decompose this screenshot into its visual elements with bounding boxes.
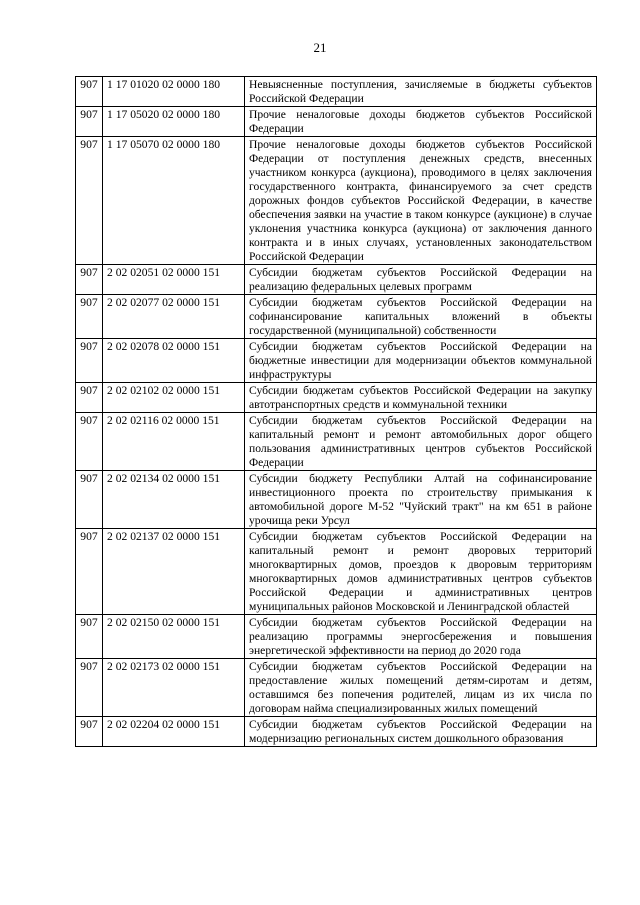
- table-row: [76, 383, 597, 413]
- description-cell: Субсидии бюджетам субъектов Российской Федерации на модернизацию региональных систем дошкольного образования: [245, 717, 597, 747]
- budget-code-cell: 2 02 02137 02 0000 151: [103, 529, 245, 615]
- description-cell: Прочие неналоговые доходы бюджетов субъектов Российской Федерации от поступления денежных средств, внесенных участником конкурса (аукциона), проводимого в целях заключения государственного контракта, финансируемого за счет средств дорожных фондов субъектов Российской Федерации, в качестве обеспечения заявки на участие в таком конкурсе (аукционе) в случае уклонения участника конкурса (аукциона) от заключения данного контракта и в иных случаях, установленных законодательством Российской Федерации: [245, 137, 597, 265]
- budget-code-cell: 2 02 02102 02 0000 151: [103, 383, 245, 413]
- table-row: [76, 413, 597, 471]
- budget-code-cell: 1 17 05070 02 0000 180: [103, 137, 245, 265]
- admin-code-cell: 907: [76, 77, 103, 107]
- budget-code-cell: 2 02 02204 02 0000 151: [103, 717, 245, 747]
- admin-code-cell: 907: [76, 137, 103, 265]
- description-cell: Субсидии бюджету Республики Алтай на софинансирование инвестиционного проекта по строительству примыкания к автомобильной дороге М-52 "Чуйский тракт" на км 651 в районе урочища реки Урсул: [245, 471, 597, 529]
- table-row: [76, 471, 597, 529]
- admin-code-cell: 907: [76, 295, 103, 339]
- admin-code-cell: 907: [76, 383, 103, 413]
- budget-code-cell: 2 02 02051 02 0000 151: [103, 265, 245, 295]
- table-row: [76, 265, 597, 295]
- table-row: [76, 77, 597, 107]
- admin-code-cell: 907: [76, 615, 103, 659]
- admin-code-cell: 907: [76, 265, 103, 295]
- budget-code-cell: 2 02 02078 02 0000 151: [103, 339, 245, 383]
- table-row: [76, 295, 597, 339]
- admin-code-cell: 907: [76, 107, 103, 137]
- budget-code-cell: 2 02 02173 02 0000 151: [103, 659, 245, 717]
- admin-code-cell: 907: [76, 529, 103, 615]
- description-cell: Невыясненные поступления, зачисляемые в бюджеты субъектов Российской Федерации: [245, 77, 597, 107]
- description-cell: Субсидии бюджетам субъектов Российской Федерации на капитальный ремонт и ремонт автомобильных дорог общего пользования административных центров субъектов Российской Федерации: [245, 413, 597, 471]
- budget-code-cell: 2 02 02150 02 0000 151: [103, 615, 245, 659]
- table-body: [76, 77, 597, 747]
- admin-code-cell: 907: [76, 659, 103, 717]
- budget-classification-table: [75, 76, 597, 747]
- description-cell: Субсидии бюджетам субъектов Российской Федерации на капитальный ремонт и ремонт дворовых территорий многоквартирных домов, проездов к дворовым территориям многоквартирных домов административных центров субъектов Российской Федерации и административных центров муниципальных районов Московской и Ленинградской областей: [245, 529, 597, 615]
- table-row: [76, 339, 597, 383]
- budget-code-cell: 2 02 02077 02 0000 151: [103, 295, 245, 339]
- description-cell: Прочие неналоговые доходы бюджетов субъектов Российской Федерации: [245, 107, 597, 137]
- admin-code-cell: 907: [76, 413, 103, 471]
- description-cell: Субсидии бюджетам субъектов Российской Федерации на реализацию федеральных целевых программ: [245, 265, 597, 295]
- admin-code-cell: 907: [76, 339, 103, 383]
- description-cell: Субсидии бюджетам субъектов Российской Федерации на предоставление жилых помещений детям-сиротам и детям, оставшимся без попечения родителей, лицам из их числа по договорам найма специализированных жилых помещений: [245, 659, 597, 717]
- budget-code-cell: 1 17 01020 02 0000 180: [103, 77, 245, 107]
- description-cell: Субсидии бюджетам субъектов Российской Федерации на бюджетные инвестиции для модернизации объектов коммунальной инфраструктуры: [245, 339, 597, 383]
- table-row: [76, 529, 597, 615]
- budget-code-cell: 2 02 02116 02 0000 151: [103, 413, 245, 471]
- description-cell: Субсидии бюджетам субъектов Российской Федерации на закупку автотранспортных средств и коммунальной техники: [245, 383, 597, 413]
- description-cell: Субсидии бюджетам субъектов Российской Федерации на софинансирование капитальных вложений в объекты государственной (муниципальной) собственности: [245, 295, 597, 339]
- budget-code-cell: 1 17 05020 02 0000 180: [103, 107, 245, 137]
- table-row: [76, 137, 597, 265]
- page-number: 21: [313, 40, 327, 55]
- table-row: [76, 615, 597, 659]
- admin-code-cell: 907: [76, 717, 103, 747]
- table-row: [76, 659, 597, 717]
- description-cell: Субсидии бюджетам субъектов Российской Федерации на реализацию программы энергосбережения и повышения энергетической эффективности на период до 2020 года: [245, 615, 597, 659]
- admin-code-cell: 907: [76, 471, 103, 529]
- table-row: [76, 717, 597, 747]
- budget-code-cell: 2 02 02134 02 0000 151: [103, 471, 245, 529]
- table-row: [76, 107, 597, 137]
